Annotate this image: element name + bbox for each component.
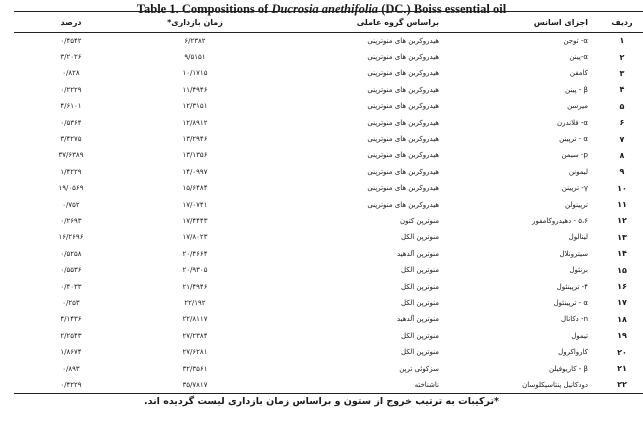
cell-group: هیدروکربن های منوترپنی — [367, 36, 439, 45]
cell-group: هیدروکربن های منوترپنی — [367, 85, 439, 94]
cell-percent: ۴/۶۱۰۱ — [60, 102, 82, 111]
cell-retention: ۱۲/۸۹۱۲ — [182, 118, 208, 127]
footnote: *ترکیبات به ترتیب خروج از ستون و براساس زمان بازداری لیست گردیده اند. — [143, 396, 499, 407]
cell-row-no: ۲۱ — [617, 364, 627, 373]
cell-component: ترپینولن — [564, 200, 588, 209]
cell-percent: ۱/۸۶۷۴ — [60, 348, 82, 357]
cell-row-no: ۶ — [619, 118, 625, 128]
cell-row-no: ۷ — [619, 134, 625, 144]
composition-table — [14, 11, 643, 394]
cell-group: منوترپن الکل — [400, 233, 439, 242]
cell-row-no: ۱۳ — [617, 232, 627, 242]
cell-group: هیدروکربن های منوترپنی — [367, 69, 439, 78]
table-row — [14, 344, 643, 360]
title-prefix: Table 1. Compositions of — [136, 2, 272, 16]
cell-retention: ۳۲/۳۵۶۱ — [182, 364, 208, 373]
cell-group: هیدروکربن های منوترپنی — [367, 200, 439, 209]
table-row — [14, 311, 643, 327]
table-row — [14, 262, 643, 278]
header-retention: زمان بازداری* — [128, 12, 262, 33]
cell-row-no: ۱۲ — [617, 216, 627, 226]
table-row — [14, 295, 643, 311]
cell-retention: ۲۰/۹۳۰۵ — [182, 266, 208, 275]
cell-row-no: ۱۱ — [617, 200, 627, 210]
table-row — [14, 229, 643, 245]
cell-retention: ۱۱/۴۹۴۶ — [182, 85, 208, 94]
cell-component: β - کاریوفیلن — [549, 364, 588, 373]
cell-percent: ۰/۸۹۳ — [62, 364, 80, 373]
table-row — [14, 131, 643, 147]
cell-row-no: ۱۰ — [617, 183, 627, 193]
table-row — [14, 98, 643, 114]
cell-retention: ۱۴/۰۹۹۷ — [182, 167, 208, 176]
cell-group: منوترپن الکل — [400, 282, 439, 291]
cell-row-no: ۱ — [619, 36, 625, 46]
cell-row-no: ۱۶ — [617, 282, 627, 292]
cell-group: منوترپن آلدهید — [396, 315, 439, 324]
cell-retention: ۱۷/۸۰۲۳ — [182, 233, 208, 242]
cell-retention: ۳۵/۷۸۱۷ — [128, 377, 262, 393]
cell-retention: ۹/۵۱۵۱ — [184, 53, 206, 62]
cell-retention: ۱۵/۶۴۸۴ — [182, 184, 208, 193]
table-row — [14, 164, 643, 180]
cell-component: لینالول — [568, 233, 588, 242]
cell-retention: ۲۰/۴۶۶۴ — [182, 249, 208, 258]
cell-retention: ۲۲/۱۹۲ — [184, 298, 206, 307]
table-row — [14, 33, 643, 49]
cell-percent: ۳/۴۲۷۵ — [60, 135, 82, 144]
cell-component: β - پینن — [565, 85, 588, 94]
cell-component: α- توجن — [563, 36, 588, 45]
table-row — [14, 360, 643, 376]
cell-component: α - ترپینئول — [553, 298, 588, 307]
cell-group: هیدروکربن های منوترپنی — [367, 184, 439, 193]
header-row-no: ردیف — [590, 12, 643, 33]
cell-component: α - ترپینن — [559, 135, 588, 144]
cell-component: α- فلاندرن — [556, 118, 588, 127]
cell-percent: ۰/۴۲۲۹ — [14, 377, 128, 393]
table-row — [14, 246, 643, 262]
cell-percent: ۱۶/۲۶۹۶ — [58, 233, 84, 242]
cell-component: تیمول — [571, 331, 588, 340]
cell-component: ۴- ترپینئول — [556, 282, 588, 291]
cell-retention: ۲۷/۶۲۸۱ — [182, 348, 208, 357]
cell-percent: ۰/۵۳۶۴ — [60, 118, 82, 127]
cell-row-no: ۲۲ — [590, 377, 643, 393]
cell-group: هیدروکربن های منوترپنی — [367, 135, 439, 144]
cell-row-no: ۱۷ — [617, 298, 627, 308]
cell-retention: ۱۷/۰۷۴۱ — [182, 200, 208, 209]
table-row — [14, 49, 643, 65]
cell-retention: ۲۷/۲۳۸۴ — [182, 331, 208, 340]
cell-percent: ۲/۲۵۴۳ — [60, 331, 82, 340]
cell-component: لیمونن — [568, 167, 588, 176]
cell-retention: ۱۲/۳۱۵۱ — [182, 102, 208, 111]
cell-retention: ۲۲/۸۱۱۷ — [182, 315, 208, 324]
cell-percent: ۱۹/۰۵۶۹ — [58, 184, 84, 193]
cell-percent: ۳/۲۰۲۶ — [60, 53, 82, 62]
cell-retention: ۱۰/۱۷۱۵ — [182, 69, 208, 78]
title-suffix: (DC.) Boiss essential oil — [378, 2, 507, 16]
cell-row-no: ۳ — [619, 68, 625, 78]
cell-row-no: ۴ — [619, 85, 625, 95]
cell-component: p- سیمن — [561, 151, 588, 160]
cell-percent: ۰/۸۲۸ — [62, 69, 80, 78]
table-row — [14, 213, 643, 229]
table-row — [14, 147, 643, 163]
cell-percent: ۰/۷۵۲ — [62, 200, 80, 209]
cell-component: دودکانیل پنتاسیکلوسان — [441, 377, 590, 393]
cell-percent: ۰/۴۵۴۲ — [60, 36, 82, 45]
table-row — [14, 82, 643, 98]
table-row — [14, 65, 643, 81]
cell-component: کامفن — [569, 69, 588, 78]
cell-component: سیترونلال — [559, 249, 588, 258]
cell-row-no: ۵ — [619, 101, 625, 111]
cell-percent: ۰/۵۵۳۶ — [60, 266, 82, 275]
table-row — [14, 377, 643, 393]
cell-group: منوترپن الکل — [400, 266, 439, 275]
cell-percent: ۳۷/۶۳۸۹ — [58, 151, 84, 160]
cell-group: هیدروکربن های منوترپنی — [367, 151, 439, 160]
cell-row-no: ۲ — [619, 52, 625, 62]
table-row — [14, 278, 643, 294]
cell-group: هیدروکربن های منوترپنی — [367, 118, 439, 127]
cell-component: ۵،۶ - دهیدروکامفور — [532, 216, 588, 225]
cell-retention: ۶/۲۳۸۲ — [184, 36, 206, 45]
cell-row-no: ۱۴ — [617, 249, 627, 259]
cell-row-no: ۲۰ — [617, 347, 627, 357]
header-row — [14, 12, 643, 33]
cell-group: ناشناخته — [262, 377, 441, 393]
cell-percent: ۰/۴۰۳۳ — [60, 282, 82, 291]
cell-retention: ۱۳/۲۹۴۶ — [182, 135, 208, 144]
cell-group: منوترپن آلدهید — [396, 249, 439, 258]
cell-row-no: ۱۸ — [617, 314, 627, 324]
header-percent: درصد — [14, 12, 128, 33]
cell-retention: ۲۱/۴۹۴۶ — [182, 282, 208, 291]
cell-group: منوترپن الکل — [400, 348, 439, 357]
cell-percent: ۰/۲۵۳ — [62, 298, 80, 307]
cell-row-no: ۹ — [619, 167, 625, 177]
cell-percent: ۱/۴۲۲۹ — [60, 167, 82, 176]
cell-group: سزکوئی ترپن — [399, 364, 439, 373]
cell-component: کارواکرول — [558, 348, 588, 357]
cell-row-no: ۸ — [619, 150, 625, 160]
cell-group: هیدروکربن های منوترپنی — [367, 53, 439, 62]
cell-component: n- دکانال — [561, 315, 588, 324]
table-row — [14, 328, 643, 344]
cell-percent: ۴/۱۴۳۶ — [60, 315, 82, 324]
table-row — [14, 180, 643, 196]
cell-group: هیدروکربن های منوترپنی — [367, 167, 439, 176]
cell-component: میرسن — [567, 102, 588, 111]
cell-row-no: ۱۵ — [617, 265, 627, 275]
cell-percent: ۰/۲۲۲۹ — [60, 85, 82, 94]
cell-percent: ۰/۵۲۵۸ — [60, 249, 82, 258]
cell-group: هیدروکربن های منوترپنی — [367, 102, 439, 111]
cell-row-no: ۱۹ — [617, 331, 627, 341]
header-component: اجزای اسانس — [441, 12, 590, 33]
cell-retention: ۱۷/۴۴۴۳ — [182, 216, 208, 225]
cell-group: منوترپن کتون — [400, 216, 439, 225]
table-row — [14, 196, 643, 212]
table-row — [14, 114, 643, 130]
cell-group: منوترپن الکل — [400, 331, 439, 340]
cell-component: برنئول — [569, 266, 588, 275]
cell-retention: ۱۳/۱۳۵۶ — [182, 151, 208, 160]
cell-group: منوترپن الکل — [400, 298, 439, 307]
title-species: Ducrosia anethifolia — [271, 2, 379, 16]
header-group: براساس گروه عاملی — [262, 12, 441, 33]
cell-percent: ۰/۲۶۹۳ — [60, 216, 82, 225]
cell-component: α-پینن — [569, 53, 588, 62]
cell-component: γ- ترپینن — [561, 184, 588, 193]
